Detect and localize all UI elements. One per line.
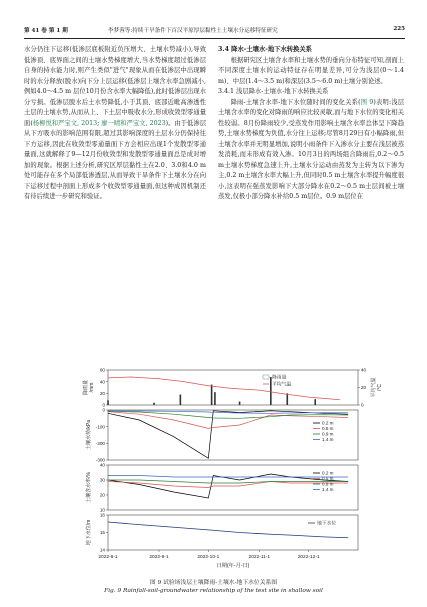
rainfall-bar [314, 399, 316, 405]
y-tick-label: 0 [102, 407, 105, 413]
rainfall-axis-label [82, 380, 95, 395]
right-column [218, 45, 404, 203]
temperature-axis-label-line: /°C [377, 384, 383, 391]
figure-9-chart [58, 365, 398, 570]
panel-frame [108, 410, 358, 460]
legend-depth-label: 0.2 m [322, 420, 334, 426]
left-paragraph: 水分仍往下运移(低渗层底板附近负压增大、土壤水势减小),导致低渗顶、底界面之间的土壤水势梯度增大,当水势梯度超过低渗层自身的持水能力时,则产生类似"进气"现象从而在低渗层中出现瞬时的水分释放(脱水)向下分上层运移(低渗层上壤含水率急剧减小,例如4.0～4.5 m 层位10月份含水率大幅降低),此时低渗层出现水分亏损。低渗层脱水后土水势降低,小于其顶、底部近毗高渗透性土层的土壤水势,从而从上、下土层中吸收水分,形成收敛型零通量面(杨柳悦和严宝文, 2013; 廖一晴和严宝文, 2023)。由于低渗层从下方吸水的影响范围有限,超过其影响深度的土层水分仍保持往下方运移,因此在收敛型零通量面下方会相应出现1个发散型零通量面,这就解释了9—12月份收敛型和发散型零通量面总是成对增加的现象。根据上述分析,研究区厚层黏性土在2.0、3.0和4.0 m处可能存在多个局部低渗透层,从而导致干旱条件下土壤水分在向下运移过程中剖面上形成多个收敛型零通量面,但这种成因机制还有待后续进一步研究和验证。 [24, 46, 206, 200]
series-line-1 [108, 412, 348, 432]
x-tick-label: 2022-12-1 [297, 555, 320, 560]
x-tick-label: 2022-9-1 [149, 555, 169, 560]
y-tick-label: 16 [99, 512, 105, 518]
temperature-line [108, 377, 340, 400]
temperature-axis-label-line: 平均气温 [371, 377, 377, 398]
y-tick-label: 40 [99, 379, 105, 385]
y-tick-label: 0 [102, 402, 105, 408]
figure-caption-zh: 图 9 试验场浅层土壤降雨-土壤水-地下水位关系图 [149, 580, 278, 586]
subsection-heading: 3.4.1 浅层降水-土壤水-地下水转换关系 [218, 88, 329, 95]
panel-axis-label [85, 420, 92, 450]
legend-temp-label: 平均气温 [272, 382, 292, 388]
panel-frame [108, 370, 358, 405]
page-header [24, 24, 405, 39]
y-tick-label: 40 [99, 462, 105, 468]
legend-gw-label: 地下水位 [317, 521, 337, 527]
x-axis-label: 日期(年-月-日) [216, 563, 250, 569]
y2-tick-label: 20 [361, 385, 367, 391]
figure-reference-link[interactable]: 图 9 [360, 98, 374, 106]
rainfall-bar [107, 400, 109, 405]
panel-frame [108, 465, 358, 510]
legend-depth-label: 1.4 m [322, 437, 334, 443]
y-tick-label: 30 [99, 477, 105, 483]
y-tick-label: 20 [99, 492, 105, 498]
legend-depth-label: 0.2 m [322, 470, 334, 476]
y-tick-label: -200 [95, 440, 105, 446]
panel-axis-label-line: 土壤含水率/% [86, 472, 92, 503]
y-tick-label: 20 [99, 390, 105, 396]
rainfall-bar [286, 393, 288, 405]
panel-axis-label [85, 520, 92, 546]
rainfall-bar [153, 403, 155, 405]
x-tick-label: 2022-11-1 [248, 555, 271, 560]
temperature-axis-label [370, 377, 383, 397]
citation-link[interactable]: 廖一晴和严宝文, 2023 [101, 119, 166, 127]
volume-label: 第 41 卷 第 1 期 [24, 28, 68, 34]
panel-frame [108, 515, 358, 550]
legend-depth-label: 0.9 m [322, 431, 334, 437]
figure-caption-en: Fig. 9 Rainfall-soil-groundwater relationship of the test site in shallow soil [104, 588, 323, 594]
panel-axis-label-line: 土壤水势/kPa [86, 419, 92, 451]
y-tick-label: 14 [99, 547, 105, 553]
rainfall-axis-label-line: 降雨量 [83, 379, 89, 396]
page-number: 225 [393, 26, 405, 32]
y-tick-label: 15 [99, 530, 105, 536]
left-column [24, 45, 206, 203]
y-tick-label: 10 [99, 507, 105, 513]
x-tick-label: 2022-8-1 [98, 555, 118, 560]
intro-paragraph: 根据研究区土壤含水率和土壤水势的垂向分布特征可知,剖面上不同深度土壤水的运动特征存在明显差异,可分为浅层(0～1.4 m)、中层(1.4～3.5 m)和深层(3.5～6.0 m)土壤分别论述。 [218, 56, 404, 85]
groundwater-line [108, 522, 348, 538]
legend-rain-label: 降雨量 [272, 375, 287, 381]
y-tick-label: -300 [95, 457, 105, 463]
panel-axis-label-line: 地下水位/m [86, 519, 92, 546]
x-tick-label: 2022-10-1 [197, 555, 220, 560]
running-title: 李梦蓉等:持续干旱条件下百汉平原厚层黏性土土壤水分运移特征研究 [108, 28, 278, 34]
series-line-3 [108, 476, 348, 478]
rainfall-bar [214, 392, 216, 405]
panel-axis-label [85, 472, 92, 503]
series-line-2 [108, 480, 348, 483]
rainfall-bar [211, 385, 213, 405]
y-tick-label: -100 [95, 424, 105, 430]
y-tick-label: 60 [99, 367, 105, 373]
section-heading: 3.4 降水-土壤水-地下水转换关系 [218, 46, 312, 53]
series-line-1 [108, 482, 348, 488]
rainfall-axis-label-line: /mm [89, 382, 95, 393]
rainfall-bar [239, 402, 241, 406]
y2-tick-label: 0 [361, 402, 364, 408]
y2-tick-label: 40 [361, 367, 367, 373]
citation-link[interactable]: 杨柳悦和严宝文, 2013 [32, 119, 98, 127]
legend-depth-label: 0.9 m [322, 481, 334, 487]
body-paragraph: 降雨-土壤含水率-地下水位随时间的变化关系(图 9)表明:浅层土壤含水率的变化对降雨的响应比较灵敏,而与地下水位的变化相关性较弱。8月份降雨较少,受蒸发作用影响土壤含水率总体呈下降趋势,土壤水势梯度为负值,水分往上运移;尽管8月29日有小幅降雨,但土壤含水率并无明显增加,说明小雨条件下入渗水分主要在浅层被蒸发消耗,而未形成有效入渗。10月3日的两场组合降雨后,0.2～0.5 m土壤水势梯度急速上升,土壤水分运动由蒸发为主转为以下渗为主,0.2 m土壤含水率大幅上升,但同时0.5 m土壤含水率提升幅度很小,这表明在强蒸发影响下大部分降水在0.2～0.5 m土层间被土壤蒸发,仅极小部分降水补给0.5 m层位。0.9 m层位在 [218, 98, 404, 200]
rainfall-bar [270, 377, 272, 405]
legend-depth-label: 1.4 m [322, 487, 334, 493]
rainfall-bar [180, 395, 182, 406]
legend-depth-label: 0.5 m [322, 426, 334, 432]
legend-depth-label: 0.5 m [322, 476, 334, 482]
legend-rain-swatch [263, 375, 269, 379]
